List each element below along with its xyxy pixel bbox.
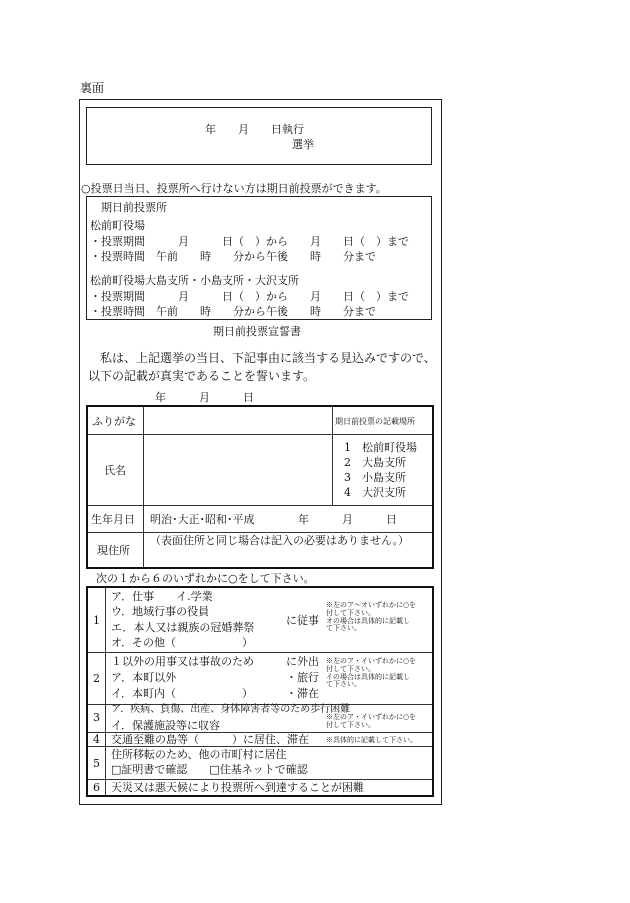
reason-mid: ・旅行 <box>286 671 319 684</box>
election-box <box>86 107 432 165</box>
reason-line: オ．その他（ ） <box>111 636 254 649</box>
furigana-field[interactable] <box>144 407 332 434</box>
reason-line: 住所移転のため、他の市町村に居住 <box>111 748 287 761</box>
reason-note: ※左のア・イいずれかに○を 付して下さい。 <box>326 713 417 729</box>
declaration-title: 期日前投票宣誓書 <box>213 325 301 338</box>
reason-line: ウ．地域行事の役員 <box>111 605 210 618</box>
reason-note: ※具体的に記載して下さい。 <box>326 736 417 744</box>
voting-period: ・投票期間 月 日（ ）から 月 日（ ）まで <box>90 290 409 303</box>
reasons-instruction: 次の１から６のいずれかに○をして下さい。 <box>96 572 315 585</box>
place-option-3[interactable]: 3 小島支所 <box>344 471 406 484</box>
reason-number[interactable]: 5 <box>93 757 100 770</box>
reason-line: ア．本町以外 <box>111 671 177 684</box>
reason-line: エ．本人又は親族の冠婚葬祭 <box>111 621 255 634</box>
reason-mid: ・滞在 <box>286 687 319 700</box>
reason-line: １以外の用事又は事故のため <box>111 655 254 668</box>
address-field[interactable] <box>144 551 432 567</box>
furigana-label: ふりがな <box>92 415 136 428</box>
birth-date-fields[interactable]: 年 月 日 <box>298 513 397 526</box>
reason-mid: に外出 <box>286 655 319 668</box>
voting-hours: ・投票時間 午前 時 分から午後 時 分まで <box>90 250 376 263</box>
reason-number[interactable]: 3 <box>93 711 100 724</box>
address-label: 現住所 <box>97 544 130 557</box>
location-name: 松前町役場 <box>90 219 145 232</box>
declaration-text-line2: 以下の記載が真実であることを誓います。 <box>88 369 316 383</box>
declaration-text-line1: 私は、上記選挙の当日、下記事由に該当する見込みですので、 <box>100 351 436 365</box>
reason-line: 天災又は悪天候により投票所へ到達することが困難 <box>111 781 364 794</box>
early-voting-notice: ○投票日当日、投票所へ行けない方は期日前投票ができます。 <box>81 182 387 195</box>
reason-line[interactable]: □証明書で確認 □住基ネットで確認 <box>111 763 308 776</box>
reason-mid: に従事 <box>286 614 319 627</box>
reason-line: ア．仕事 イ.学業 <box>111 590 213 603</box>
declaration-date-line: 年 月 日 <box>155 391 254 404</box>
place-option-2[interactable]: 2 大島支所 <box>344 456 406 469</box>
reason-line: イ．保護施設等に収容 <box>111 719 221 732</box>
reason-number[interactable]: 6 <box>93 781 100 794</box>
reason-number[interactable]: 2 <box>93 672 100 685</box>
reason-line: イ．本町内（ ） <box>111 687 254 700</box>
election-date-line: 年 月 日執行 <box>205 123 304 136</box>
reasons-table <box>86 586 434 797</box>
birth-eras[interactable]: 明治･大正･昭和･平成 <box>150 513 255 526</box>
place-option-4[interactable]: 4 大沢支所 <box>344 486 406 499</box>
place-option-1[interactable]: 1 松前町役場 <box>344 441 417 454</box>
page-label: 裏面 <box>80 81 105 95</box>
place-header: 期日前投票の記載場所 <box>335 417 415 426</box>
name-label: 氏名 <box>104 464 126 477</box>
reason-note: ※左のア～オいずれかに○を 付して下さい。 オの場合は具体的に記載し て下さい。 <box>326 601 417 633</box>
early-voting-heading: 期日前投票所 <box>101 201 167 214</box>
early-voting-box <box>86 196 432 320</box>
reason-line: 交通至難の島等（ ）に居住、滞在 <box>111 733 309 746</box>
location-name: 松前町役場大島支所・小島支所・大沢支所 <box>90 274 299 287</box>
reason-line: ア．疾病、負傷、出産、身体障害者等のため歩行困難 <box>111 704 351 715</box>
voting-period: ・投票期間 月 日（ ）から 月 日（ ）まで <box>90 235 409 248</box>
reason-note: ※左のア・イいずれかに○を 付して下さい。 イの場合は具体的に記載し て下さい。 <box>326 657 417 689</box>
address-note: （表面住所と同じ場合は記入の必要はありません。） <box>150 534 410 547</box>
birth-label: 生年月日 <box>91 513 135 526</box>
election-title: 選挙 <box>292 138 314 151</box>
reason-number[interactable]: 1 <box>93 614 100 627</box>
reason-number[interactable]: 4 <box>93 733 100 746</box>
declaration-form-table <box>86 405 434 569</box>
voting-hours: ・投票時間 午前 時 分から午後 時 分まで <box>90 305 376 318</box>
name-field[interactable] <box>144 435 332 505</box>
